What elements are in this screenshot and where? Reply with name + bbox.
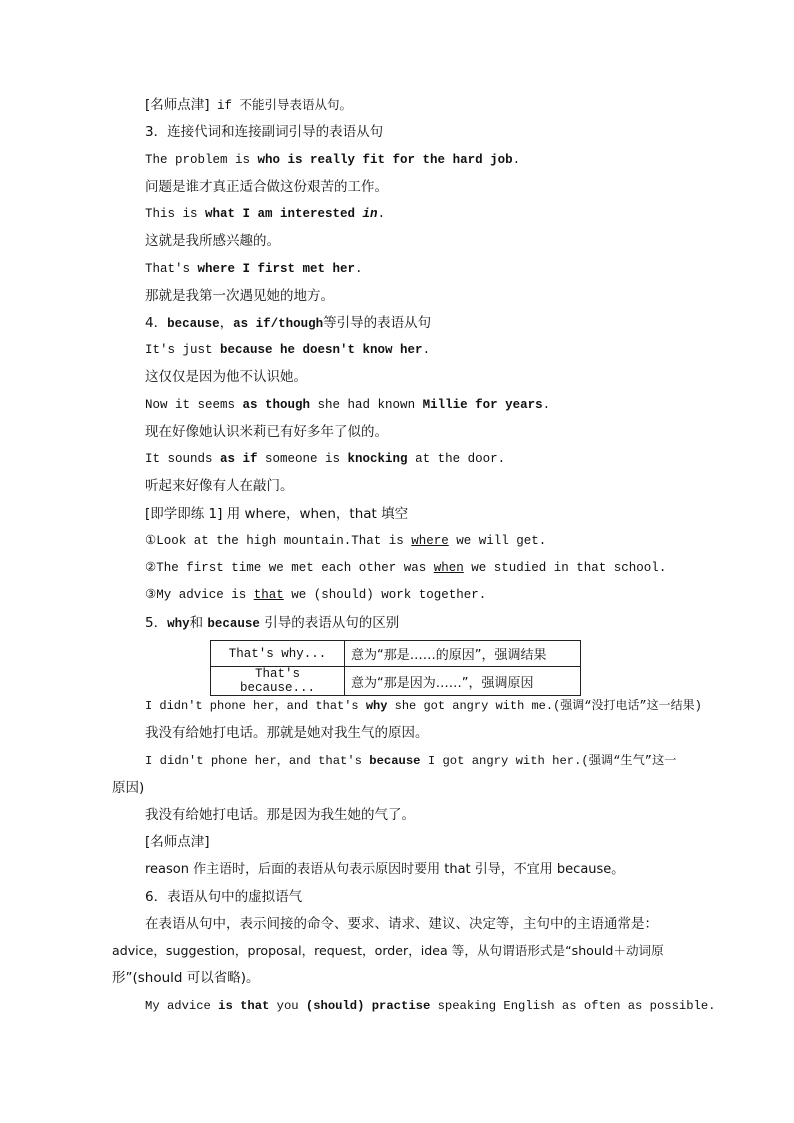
table-cell: That's why... — [211, 641, 345, 667]
translation: 这仅仅是因为他不认识她。 — [145, 369, 307, 385]
tip-tag: [名师点津] — [145, 97, 210, 113]
example-sentence: My advice is that you (should) practise speaking English as often as possible. — [145, 999, 716, 1013]
translation: 这就是我所感兴趣的。 — [145, 233, 280, 249]
table-cell: 意为“那是因为……”，强调原因 — [345, 667, 581, 696]
paragraph-line: 在表语从句中，表示间接的命令、要求、请求、建议、决定等，主句中的主语通常是： — [145, 916, 658, 932]
exercise-item: ③My advice is that we (should) work together. — [145, 588, 487, 602]
section-heading-6: 6．表语从句中的虚拟语气 — [145, 889, 303, 905]
exercise-heading: [即学即练 1] 用 where，when，that 填空 — [145, 506, 409, 522]
example-sentence: The problem is who is really fit for the hard job. — [145, 153, 521, 167]
paragraph-line: 形”(should 可以省略)。 — [112, 970, 260, 986]
table-row — [211, 641, 581, 667]
answer-blank: where — [411, 534, 449, 548]
table-cell: 意为“那是……的原因”，强调结果 — [345, 641, 581, 667]
continuation: 原因) — [112, 780, 145, 796]
example-sentence: It's just because he doesn't know her. — [145, 343, 431, 357]
tip-tag: [名师点津] — [145, 834, 210, 850]
exercise-item: ①Look at the high mountain.That is where we will get. — [145, 534, 547, 548]
table-row — [211, 667, 581, 696]
section-heading-4: 4．because，as if/though等引导的表语从句 — [145, 315, 432, 331]
translation: 我没有给她打电话。那就是她对我生气的原因。 — [145, 725, 429, 741]
section-heading-3: 3．连接代词和连接副词引导的表语从句 — [145, 124, 384, 140]
example-sentence: I didn't phone her，and that's why she got angry with me.(强调“没打电话”这一结果) — [145, 699, 702, 713]
example-sentence: Now it seems as though she had known Millie for years. — [145, 398, 551, 412]
example-sentence: I didn't phone her，and that's because I got angry with her.(强调“生气”这一 — [145, 754, 677, 768]
table-cell: That's because... — [211, 667, 345, 696]
example-sentence: That's where I first met her. — [145, 262, 363, 276]
translation: 那就是我第一次遇见她的地方。 — [145, 288, 334, 304]
tip-note: reason 作主语时，后面的表语从句表示原因时要用 that 引导，不宜用 because。 — [145, 862, 625, 877]
translation: 现在好像她认识米莉已有好多年了似的。 — [145, 424, 388, 440]
tip-line: [名师点津] if 不能引导表语从句。 — [145, 97, 353, 113]
example-sentence: It sounds as if someone is knocking at the door. — [145, 452, 506, 466]
translation: 问题是谁才真正适合做这份艰苦的工作。 — [145, 179, 388, 195]
exercise-item: ②The first time we met each other was when we studied in that school. — [145, 561, 667, 575]
example-sentence: This is what I am interested in. — [145, 207, 386, 221]
section-heading-5: 5．why和 because 引导的表语从句的区别 — [145, 615, 400, 631]
answer-blank: when — [433, 561, 464, 575]
answer-blank: that — [253, 588, 284, 602]
translation: 听起来好像有人在敲门。 — [145, 478, 294, 494]
comparison-table — [210, 640, 581, 696]
paragraph-line: advice，suggestion，proposal，request，order，idea 等，从句谓语形式是“should＋动词原 — [112, 943, 664, 958]
translation: 我没有给她打电话。那是因为我生她的气了。 — [145, 807, 415, 823]
